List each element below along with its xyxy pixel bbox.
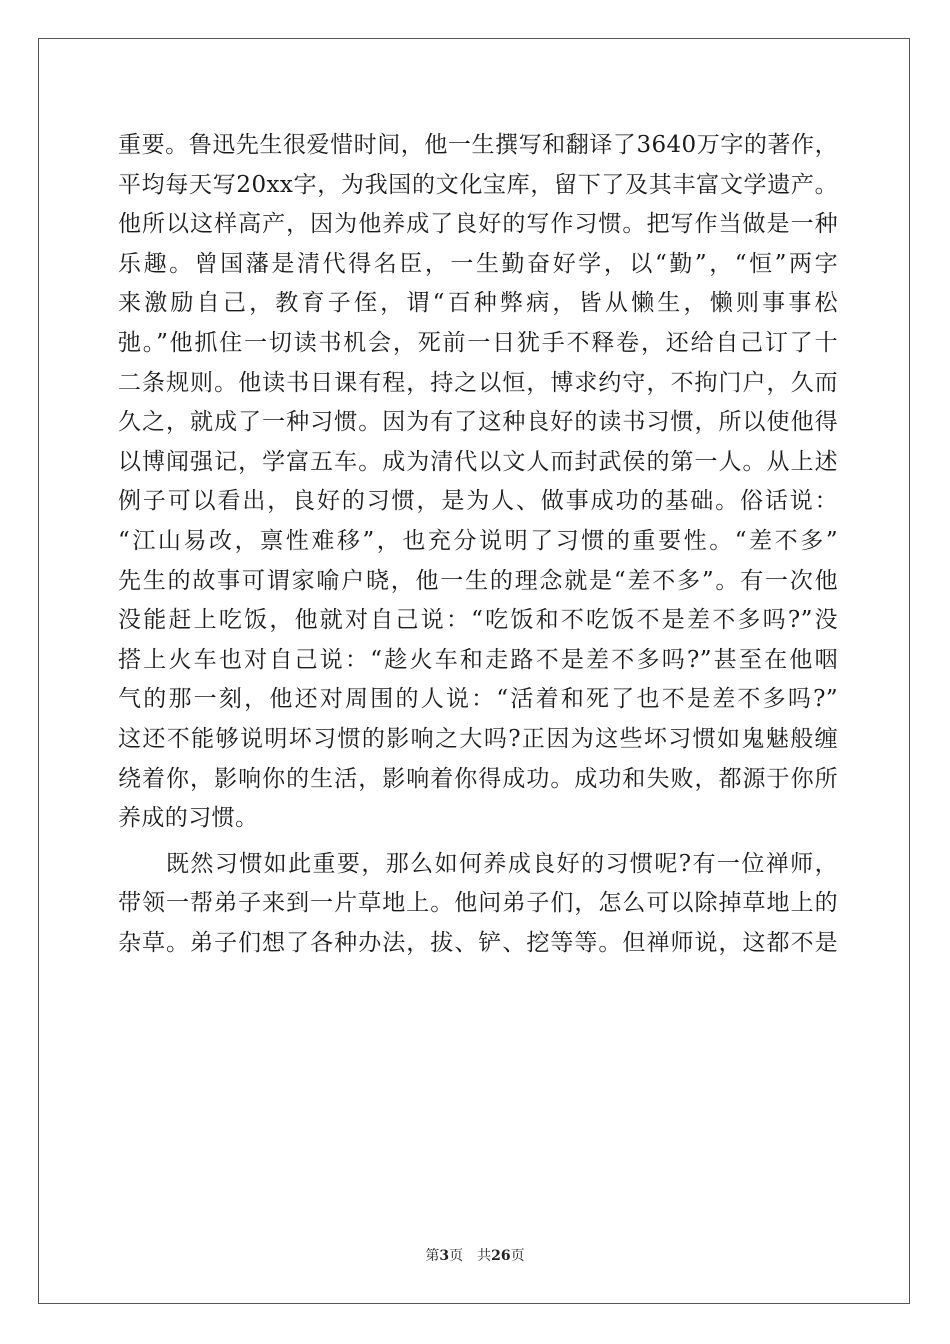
page-unit: 页 — [449, 1248, 464, 1264]
text-line: 平均每天写20xx字，为我国的文化宝库，留下了及其丰富文学遗产。 — [118, 171, 838, 198]
text-line: 重要。鲁迅先生很爱惜时间，他一生撰写和翻译了3640万字的著作， — [118, 132, 838, 158]
text-line: 先生的故事可谓家喻户晓，他一生的理念就是“差不多”。有一次他 — [118, 567, 838, 594]
text-line: 来激励自己，教育子侄，谓“百种弊病，皆从懒生，懒则事事松 — [118, 290, 838, 317]
paragraph-1 — [118, 126, 838, 839]
text-line: 弛。”他抓住一切读书机会，死前一日犹手不释卷，还给自己订了十 — [118, 329, 838, 356]
text-line: 气的那一刻，他还对周围的人说：“活着和死了也不是差不多吗?” — [118, 686, 838, 713]
text-line: 二条规则。他读书日课有程，持之以恒，博求约守，不拘门户，久而 — [118, 369, 838, 396]
page-footer — [0, 1246, 950, 1266]
page-current: 3 — [439, 1248, 450, 1264]
text-line: 乐趣。曾国藩是清代得名臣，一生勤奋好学，以“勤”，“恒”两字 — [118, 250, 838, 277]
text-line: 绕着你，影响你的生活，影响着你得成功。成功和失败，都源于你所 — [118, 765, 838, 792]
text-line: 养成的习惯。 — [118, 805, 259, 832]
text-line: “江山易改，禀性难移”，也充分说明了习惯的重要性。“差不多” — [118, 527, 838, 554]
total-prefix: 共 — [477, 1248, 492, 1264]
text-line: 带领一帮弟子来到一片草地上。他问弟子们，怎么可以除掉草地上的 — [118, 890, 838, 917]
text-line: 他所以这样高产，因为他养成了良好的写作习惯。把写作当做是一种 — [118, 211, 838, 238]
page-prefix: 第 — [425, 1248, 440, 1264]
page-total: 26 — [491, 1248, 511, 1264]
document-body — [118, 126, 838, 963]
text-line: 既然习惯如此重要，那么如何养成良好的习惯呢?有一位禅师， — [166, 850, 838, 877]
text-line: 没能赶上吃饭，他就对自己说：“吃饭和不吃饭不是差不多吗?”没 — [118, 607, 838, 634]
text-line: 久之，就成了一种习惯。因为有了这种良好的读书习惯，所以使他得 — [118, 409, 838, 436]
paragraph-2 — [118, 845, 838, 964]
text-line: 例子可以看出，良好的习惯，是为人、做事成功的基础。俗话说： — [118, 488, 838, 515]
text-line: 这还不能够说明坏习惯的影响之大吗?正因为这些坏习惯如鬼魅般缠 — [118, 725, 838, 752]
text-line: 杂草。弟子们想了各种办法，拔、铲、挖等等。但禅师说，这都不是 — [118, 929, 838, 956]
text-line: 以博闻强记，学富五车。成为清代以文人而封武侯的第一人。从上述 — [118, 448, 838, 475]
text-line: 搭上火车也对自己说：“趁火车和走路不是差不多吗?”甚至在他咽 — [118, 646, 838, 673]
total-unit: 页 — [510, 1248, 525, 1264]
